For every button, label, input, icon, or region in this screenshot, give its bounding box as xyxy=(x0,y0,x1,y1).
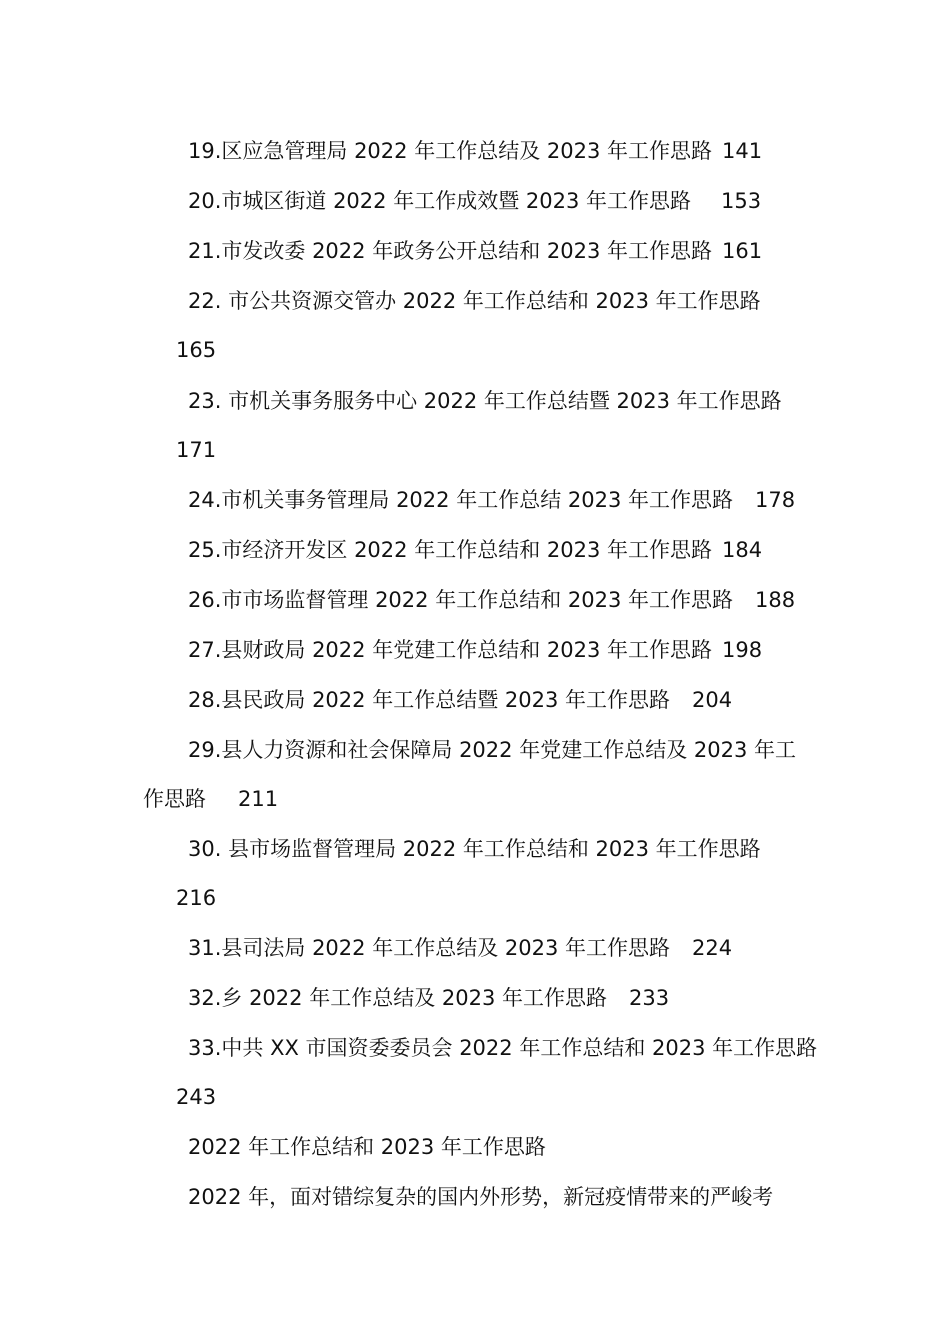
toc-entry-title: 21.市发改委 2022 年政务公开总结和 2023 年工作思路 xyxy=(188,239,712,263)
toc-entry-title: 19.区应急管理局 2022 年工作总结及 2023 年工作思路 xyxy=(188,139,712,163)
toc-entry-23[interactable] xyxy=(188,386,782,416)
toc-entry-page: 216 xyxy=(176,886,217,910)
toc-entry-title: 24.市机关事务管理局 2022 年工作总结 2023 年工作思路 xyxy=(188,488,733,512)
toc-entry-26[interactable] xyxy=(188,585,795,615)
toc-entry-23-page[interactable] xyxy=(176,435,216,465)
toc-entry-title: 28.县民政局 2022 年工作总结暨 2023 年工作思路 xyxy=(188,688,670,712)
toc-entry-33[interactable] xyxy=(188,1033,817,1063)
toc-entry-title: 31.县司法局 2022 年工作总结及 2023 年工作思路 xyxy=(188,936,670,960)
toc-entry-page: 153 xyxy=(720,189,762,213)
toc-entry-page: 224 xyxy=(691,936,733,960)
toc-entry-page: 188 xyxy=(754,588,796,612)
toc-entry-29[interactable] xyxy=(188,735,796,765)
toc-entry-title-cont: 作思路 xyxy=(143,787,206,811)
toc-entry-title: 23. 市机关事务服务中心 2022 年工作总结暨 2023 年工作思路 xyxy=(188,389,782,413)
toc-entry-title: 25.市经济开发区 2022 年工作总结和 2023 年工作思路 xyxy=(188,538,712,562)
toc-entry-page: 198 xyxy=(721,638,763,662)
toc-entry-33-page[interactable] xyxy=(176,1082,216,1112)
toc-entry-30[interactable] xyxy=(188,834,761,864)
toc-entry-title: 22. 市公共资源交管办 2022 年工作总结和 2023 年工作思路 xyxy=(188,289,761,313)
body-paragraph: 2022 年，面对错综复杂的国内外形势，新冠疫情带来的严峻考 xyxy=(188,1185,774,1209)
toc-entry-22[interactable] xyxy=(188,286,761,316)
section-title: 2022 年工作总结和 2023 年工作思路 xyxy=(188,1135,546,1159)
toc-entry-title: 30. 县市场监督管理局 2022 年工作总结和 2023 年工作思路 xyxy=(188,837,761,861)
toc-entry-title: 20.市城区街道 2022 年工作成效暨 2023 年工作思路 xyxy=(188,189,691,213)
toc-entry-title: 27.县财政局 2022 年党建工作总结和 2023 年工作思路 xyxy=(188,638,712,662)
toc-entry-page: 184 xyxy=(721,538,763,562)
toc-entry-page: 204 xyxy=(691,688,733,712)
toc-entry-32[interactable] xyxy=(188,983,669,1013)
toc-entry-29-cont[interactable] xyxy=(143,784,278,814)
toc-entry-30-page[interactable] xyxy=(176,883,216,913)
toc-entry-title: 26.市市场监督管理 2022 年工作总结和 2023 年工作思路 xyxy=(188,588,733,612)
toc-entry-page: 233 xyxy=(628,986,670,1010)
toc-entry-page: 243 xyxy=(176,1085,217,1109)
toc-entry-20[interactable] xyxy=(188,186,761,216)
toc-entry-page: 171 xyxy=(176,438,217,462)
toc-entry-24[interactable] xyxy=(188,485,795,515)
toc-entry-31[interactable] xyxy=(188,933,732,963)
toc-entry-19[interactable] xyxy=(188,136,762,166)
toc-entry-title: 33.中共 XX 市国资委委员会 2022 年工作总结和 2023 年工作思路 xyxy=(188,1036,818,1060)
toc-entry-page: 161 xyxy=(721,239,763,263)
toc-entry-title: 32.乡 2022 年工作总结及 2023 年工作思路 xyxy=(188,986,607,1010)
toc-entry-22-page[interactable] xyxy=(176,335,216,365)
toc-entry-27[interactable] xyxy=(188,635,762,665)
toc-entry-page: 165 xyxy=(176,338,217,362)
toc-entry-28[interactable] xyxy=(188,685,732,715)
toc-entry-page: 211 xyxy=(238,787,279,811)
toc-entry-title: 29.县人力资源和社会保障局 2022 年党建工作总结及 2023 年工 xyxy=(188,738,796,762)
toc-entry-page: 141 xyxy=(721,139,763,163)
toc-entry-21[interactable] xyxy=(188,236,762,266)
toc-entry-25[interactable] xyxy=(188,535,762,565)
toc-entry-page: 178 xyxy=(754,488,796,512)
